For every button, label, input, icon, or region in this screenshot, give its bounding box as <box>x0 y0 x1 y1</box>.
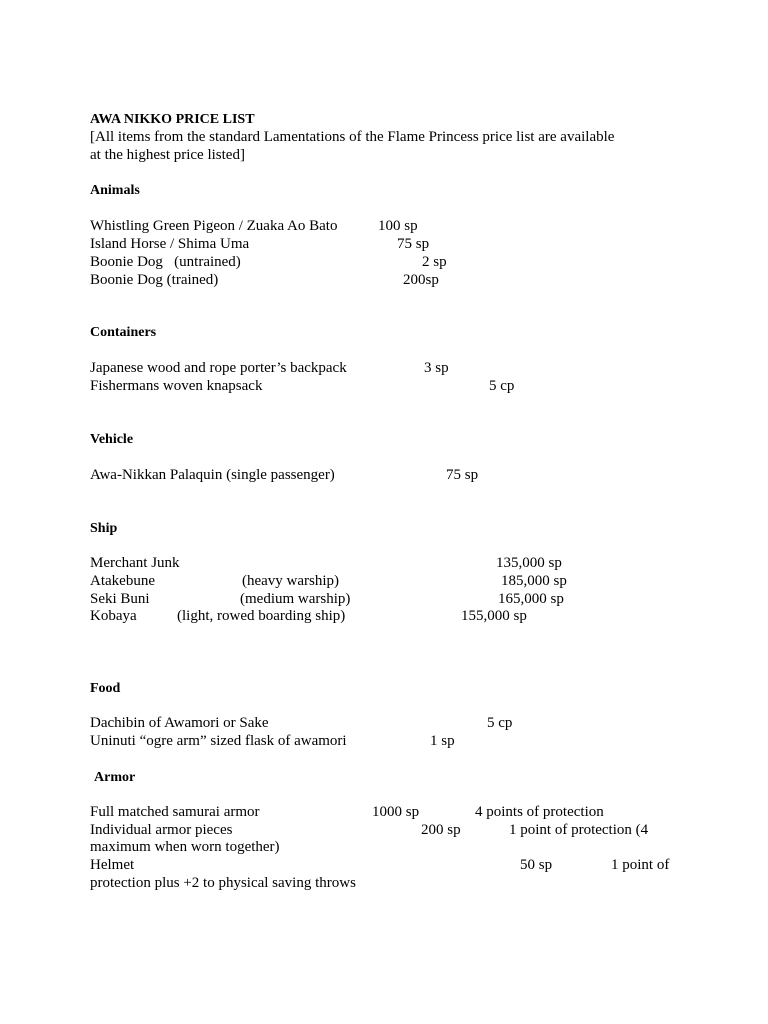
item-price: 1 sp <box>430 733 455 749</box>
item-price: 200 sp <box>421 822 461 838</box>
item-price: 135,000 sp <box>496 555 562 571</box>
document-title: AWA NIKKO PRICE LIST <box>90 112 255 127</box>
item-effect-continued: protection plus +2 to physical saving throws <box>90 875 356 891</box>
item-price: 165,000 sp <box>498 591 564 607</box>
item-name: Full matched samurai armor <box>90 804 260 820</box>
item-name: Seki Buni <box>90 591 150 607</box>
item-price: 5 cp <box>487 715 513 731</box>
item-name: Dachibin of Awamori or Sake <box>90 715 269 731</box>
item-name: Boonie Dog (trained) <box>90 272 219 288</box>
item-price: 50 sp <box>520 857 553 873</box>
item-name: Awa-Nikkan Palaquin (single passenger) <box>90 467 335 483</box>
item-price: 185,000 sp <box>501 573 567 589</box>
item-price: 2 sp <box>422 254 447 270</box>
section-heading-ship: Ship <box>90 521 118 536</box>
item-effect: 4 points of protection <box>475 804 604 820</box>
item-name: Individual armor pieces <box>90 822 233 838</box>
item-effect: 1 point of <box>611 857 670 873</box>
item-price: 5 cp <box>489 378 515 394</box>
item-name: Japanese wood and rope porter’s backpack <box>90 360 347 376</box>
item-name: Whistling Green Pigeon / Zuaka Ao Bato <box>90 218 338 234</box>
item-price: 3 sp <box>424 360 449 376</box>
item-name: Atakebune <box>90 573 155 589</box>
item-name: Kobaya <box>90 608 137 624</box>
intro-text-line-1: [All items from the standard Lamentations of the Flame Princess price list are available <box>90 129 615 145</box>
section-heading-animals: Animals <box>90 183 140 198</box>
section-heading-vehicle: Vehicle <box>90 432 134 447</box>
section-heading-containers: Containers <box>90 325 157 340</box>
item-price: 75 sp <box>446 467 479 483</box>
item-name: Helmet <box>90 857 135 873</box>
item-price: 1000 sp <box>372 804 420 820</box>
item-note: (heavy warship) <box>242 573 340 589</box>
item-price: 100 sp <box>378 218 418 234</box>
item-price: 200sp <box>403 272 439 288</box>
item-price: 75 sp <box>397 236 430 252</box>
intro-text-line-2: at the highest price listed] <box>90 147 245 163</box>
item-price: 155,000 sp <box>461 608 527 624</box>
item-name: Island Horse / Shima Uma <box>90 236 250 252</box>
section-heading-food: Food <box>90 681 121 696</box>
item-effect-continued: maximum when worn together) <box>90 839 280 855</box>
item-name: Merchant Junk <box>90 555 180 571</box>
item-effect: 1 point of protection (4 <box>509 822 649 838</box>
item-note: (light, rowed boarding ship) <box>177 608 346 624</box>
section-heading-armor: Armor <box>94 770 136 785</box>
item-name: Uninuti “ogre arm” sized flask of awamori <box>90 733 347 749</box>
item-name: Boonie Dog (untrained) <box>90 254 241 270</box>
item-name: Fishermans woven knapsack <box>90 378 263 394</box>
item-note: (medium warship) <box>240 591 351 607</box>
